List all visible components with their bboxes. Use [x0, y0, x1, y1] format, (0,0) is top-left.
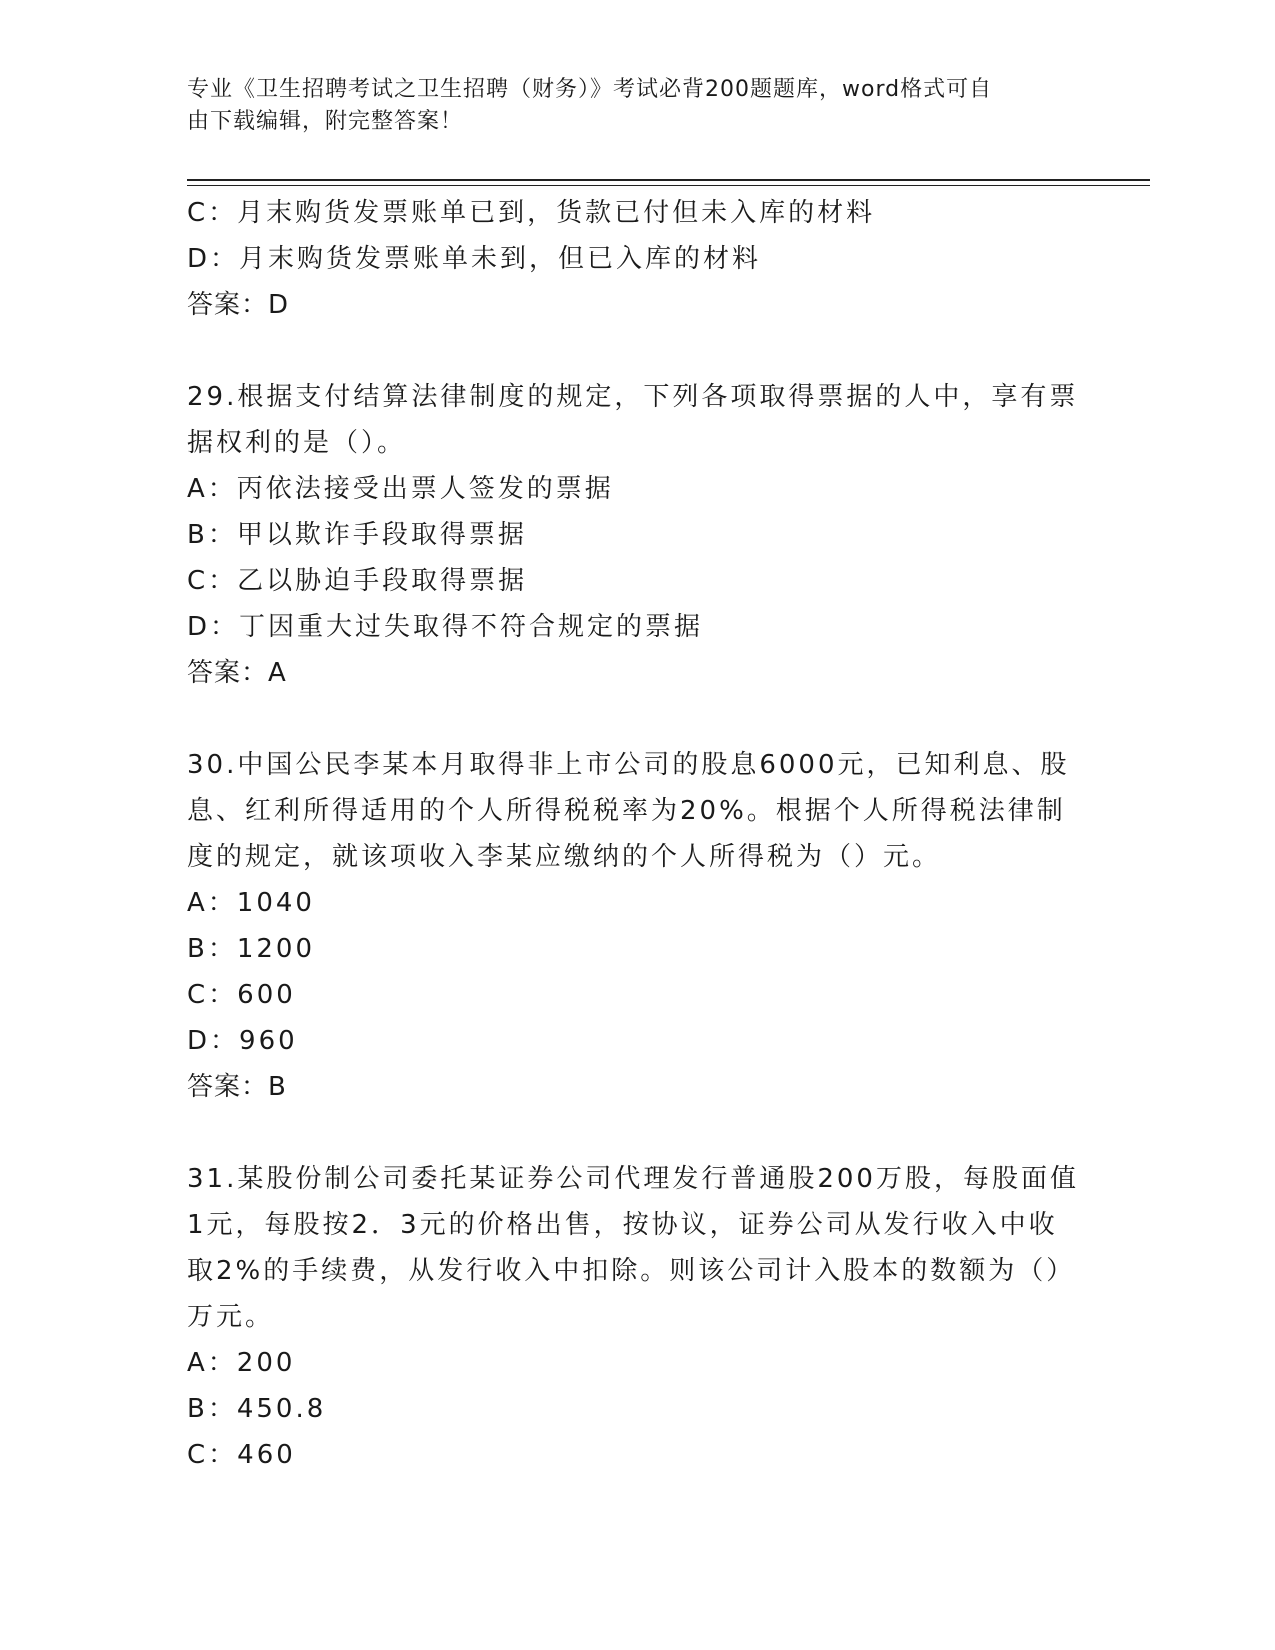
- answer-line: 答案：B: [187, 1072, 287, 1102]
- option-c: C：600: [187, 980, 296, 1010]
- question-stem-line: 30.中国公民李某本月取得非上市公司的股息6000元，已知利息、股: [187, 750, 1070, 780]
- spacer: [187, 328, 1087, 374]
- answer-line: 答案：D: [187, 290, 290, 320]
- header-divider-thick: [187, 179, 1150, 181]
- option-a: A：丙依法接受出票人签发的票据: [187, 474, 614, 504]
- question-30: [187, 742, 1087, 1110]
- spacer: [187, 696, 1087, 742]
- question-stem-line: 取2%的手续费，从发行收入中扣除。则该公司计入股本的数额为（）: [187, 1256, 1076, 1286]
- option-d: D：丁因重大过失取得不符合规定的票据: [187, 612, 704, 642]
- header-divider-thin: [187, 185, 1150, 186]
- option-c: C：460: [187, 1440, 296, 1470]
- option-a: A：1040: [187, 888, 315, 918]
- question-stem-line: 1元，每股按2．3元的价格出售，按协议，证券公司从发行收入中收: [187, 1210, 1058, 1240]
- question-stem-line: 据权利的是（）。: [187, 428, 407, 458]
- question-stem-line: 29.根据支付结算法律制度的规定，下列各项取得票据的人中，享有票: [187, 382, 1079, 412]
- option-d: D：960: [187, 1026, 298, 1056]
- question-28: [187, 190, 1087, 328]
- spacer: [187, 1110, 1087, 1156]
- question-stem-line: 万元。: [187, 1302, 275, 1332]
- question-content: [187, 190, 1087, 1478]
- option-a: A：200: [187, 1348, 296, 1378]
- option-b: B：1200: [187, 934, 316, 964]
- question-stem-line: 息、红利所得适用的个人所得税税率为20%。根据个人所得税法律制: [187, 796, 1066, 826]
- question-stem-line: 度的规定，就该项收入李某应缴纳的个人所得税为（）元。: [187, 842, 942, 872]
- answer-line: 答案：A: [187, 658, 287, 688]
- option-c: C：乙以胁迫手段取得票据: [187, 566, 528, 596]
- option-c: C：月末购货发票账单已到，货款已付但未入库的材料: [187, 198, 876, 228]
- question-29: [187, 374, 1087, 696]
- question-stem-line: 31.某股份制公司委托某证券公司代理发行普通股200万股，每股面值: [187, 1164, 1079, 1194]
- option-b: B：甲以欺诈手段取得票据: [187, 520, 527, 550]
- header-line-1: 专业《卫生招聘考试之卫生招聘（财务）》考试必背200题题库，word格式可自: [187, 77, 993, 102]
- header-line-2: 由下载编辑，附完整答案！: [187, 109, 464, 134]
- question-31: [187, 1156, 1087, 1478]
- document-header: [187, 74, 1087, 138]
- option-b: B：450.8: [187, 1394, 327, 1424]
- option-d: D：月末购货发票账单未到，但已入库的材料: [187, 244, 762, 274]
